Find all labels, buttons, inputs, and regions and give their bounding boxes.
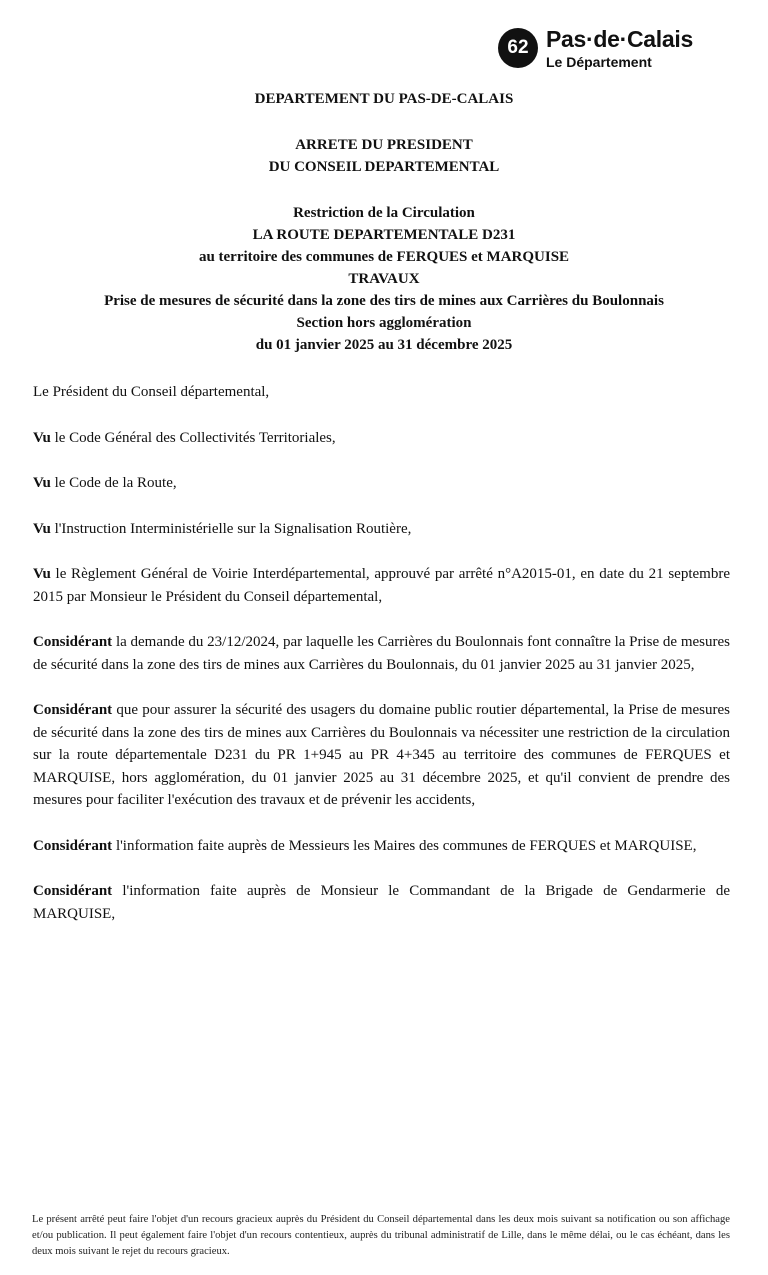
logo-number-badge: 62 — [498, 28, 538, 68]
vu-paragraph-4 — [33, 563, 730, 608]
intro-paragraph: Le Président du Conseil départemental, — [33, 384, 270, 400]
subject-line-3: au territoire des communes de FERQUES et MARQUISE — [198, 249, 570, 265]
considerant-text: que pour assurer la sécurité des usagers du domaine public routier départemental, la Prise de mesures de sécurité dans la zone des tirs de mines aux Carrières du Boulonnais va nécessiter une restriction de la circulation sur la route départementale D231 du PR 1+945 au PR 4+345 au territoire des communes de FERQUES et MARQUISE, hors agglomération, du 01 janvier 2025 au 31 décembre 2025, et qu'il convient de prendre des mesures pour faciliter l'exécution des travaux et de prévenir les accidents, — [33, 702, 730, 808]
considerant-text: la demande du 23/12/2024, par laquelle les Carrières du Boulonnais font connaître la Prise de mesures de sécurité dans la zone des tirs de mines aux Carrières du Boulonnais, du 01 janvier 2025 au 31 janvier 2025, — [33, 634, 730, 673]
considerant-paragraph-4 — [33, 880, 730, 925]
vu-keyword: Vu — [33, 566, 51, 582]
vu-text: le Code Général des Collectivités Territoriales, — [50, 429, 336, 446]
considerant-paragraph-1 — [33, 631, 730, 676]
arrete-title-line1: ARRETE DU PRESIDENT — [295, 137, 473, 153]
vu-text: l'Instruction Interministérielle sur la Signalisation Routière, — [50, 520, 412, 537]
vu-text: le Code de la Route, — [50, 475, 177, 491]
considerant-paragraph-2 — [33, 699, 730, 812]
considerant-keyword: Considérant — [33, 702, 113, 718]
vu-paragraph-2 — [33, 472, 730, 495]
vu-text: le Règlement Général de Voirie Interdépartemental, approuvé par arrêté n°A2015-01, en date du 21 septembre 2015 par Monsieur le Président du Conseil départemental, — [33, 566, 730, 605]
logo-subtitle: Le Département — [546, 54, 652, 70]
logo-wordmark — [546, 26, 693, 70]
vu-keyword: Vu — [33, 520, 51, 537]
considerant-keyword: Considérant — [33, 883, 113, 899]
logo-name: Pas·de·Calais — [546, 26, 693, 52]
vu-keyword: Vu — [33, 429, 51, 446]
department-title: DEPARTEMENT DU PAS-DE-CALAIS — [254, 91, 514, 107]
subject-line-7: du 01 janvier 2025 au 31 décembre 2025 — [255, 337, 513, 353]
vu-paragraph-3 — [33, 518, 730, 541]
subject-line-4: TRAVAUX — [348, 271, 420, 287]
subject-line-6: Section hors agglomération — [296, 315, 472, 331]
department-heading — [30, 88, 738, 110]
legal-footer-note: Le présent arrêté peut faire l'objet d'un recours gracieux auprès du Président du Conseil départemental dans les deux mois suivant sa notification ou son affichage et/ou publication. Il peut également faire l'objet d'un recours contentieux, auprès du tribunal administratif de Lille, dans le même délai, ou le cas échéant, dans les deux mois suivant le rejet du recours gracieux. — [32, 1214, 730, 1257]
considerant-text: l'information faite auprès de Monsieur le Commandant de la Brigade de Gendarmerie de MARQUISE, — [33, 883, 730, 922]
considerant-keyword: Considérant — [33, 634, 113, 650]
considerant-paragraph-3 — [33, 835, 730, 858]
subject-line-1: Restriction de la Circulation — [293, 205, 475, 221]
arrete-heading — [30, 134, 738, 178]
considerant-text: l'information faite auprès de Messieurs les Maires des communes de FERQUES et MARQUISE, — [112, 837, 697, 854]
subject-line-2: LA ROUTE DEPARTEMENTALE D231 — [252, 227, 516, 243]
document-body — [33, 381, 730, 948]
subject-block — [30, 202, 738, 356]
arrete-title-line2: DU CONSEIL DEPARTEMENTAL — [268, 159, 500, 175]
department-logo — [498, 26, 693, 70]
vu-paragraph-1 — [33, 427, 730, 450]
vu-keyword: Vu — [33, 475, 51, 491]
considerant-keyword: Considérant — [33, 837, 113, 854]
subject-line-5: Prise de mesures de sécurité dans la zone des tirs de mines aux Carrières du Boulonnais — [104, 293, 664, 309]
